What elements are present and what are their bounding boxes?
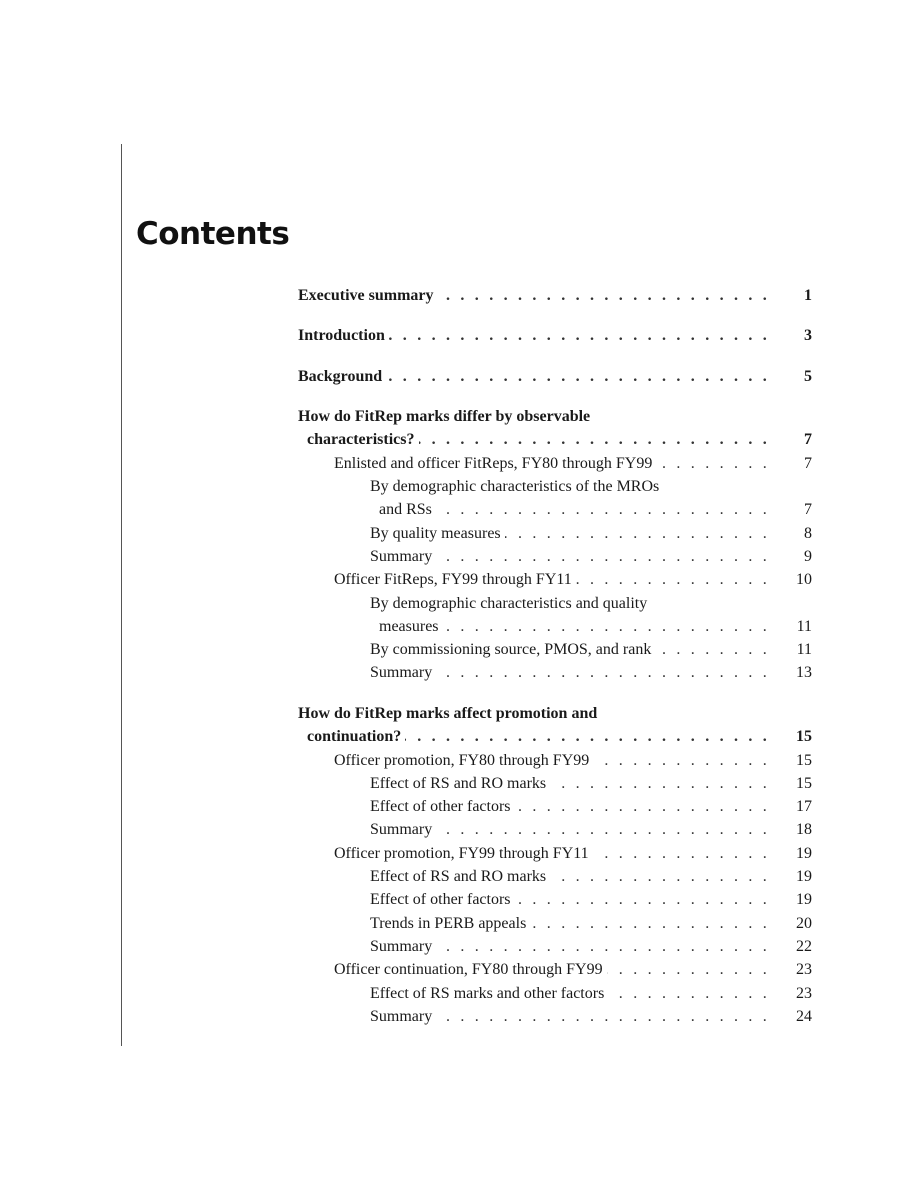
toc-page-number: 19 bbox=[796, 845, 812, 862]
toc-page-number: 7 bbox=[804, 455, 812, 472]
toc-entry-label: By demographic characteristics of the MROs bbox=[370, 475, 663, 498]
toc-entry-introduction[interactable] bbox=[298, 324, 812, 347]
dot-leader bbox=[398, 725, 770, 748]
toc-entry-executive-summary[interactable] bbox=[298, 284, 812, 307]
toc-page-number: 8 bbox=[804, 525, 812, 542]
dot-leader bbox=[418, 545, 770, 568]
toc-entry-subsubsection[interactable] bbox=[298, 888, 812, 911]
toc-entry-subsection[interactable] bbox=[298, 749, 812, 772]
toc-entry-label: Introduction bbox=[298, 324, 389, 347]
toc-entry-label: Effect of other factors bbox=[370, 795, 515, 818]
toc-page-number: 18 bbox=[796, 821, 812, 838]
toc-entry-subsubsection[interactable] bbox=[298, 912, 812, 935]
dot-leader bbox=[378, 324, 770, 347]
dot-leader bbox=[378, 365, 770, 388]
toc-page-number: 19 bbox=[796, 868, 812, 885]
toc-page-number: 7 bbox=[804, 431, 812, 448]
toc-entry-label: Enlisted and officer FitReps, FY80 through FY99 bbox=[334, 452, 656, 475]
dot-leader bbox=[418, 1005, 770, 1028]
toc-page-number: 1 bbox=[804, 287, 812, 304]
margin-rule bbox=[121, 144, 122, 1046]
toc-entry-label: Officer continuation, FY80 through FY99 bbox=[334, 958, 607, 981]
toc-entry-section-heading-cont[interactable] bbox=[298, 725, 812, 748]
dot-leader bbox=[418, 498, 770, 521]
toc-entry-section-heading[interactable] bbox=[298, 702, 812, 725]
toc-entry-subsection[interactable] bbox=[298, 958, 812, 981]
toc-entry-label: Executive summary bbox=[298, 284, 438, 307]
toc-page-number: 15 bbox=[796, 752, 812, 769]
dot-leader bbox=[418, 818, 770, 841]
toc-page-number: 19 bbox=[796, 891, 812, 908]
toc-page-number: 3 bbox=[804, 327, 812, 344]
toc-page-number: 15 bbox=[796, 775, 812, 792]
toc-entry-label: Summary bbox=[370, 935, 436, 958]
toc-entry-subsubsection-cont[interactable] bbox=[298, 498, 812, 521]
toc-page-number: 9 bbox=[804, 548, 812, 565]
toc-entry-subsubsection[interactable] bbox=[298, 522, 812, 545]
toc-page-number: 11 bbox=[796, 618, 812, 635]
toc-entry-background[interactable] bbox=[298, 365, 812, 388]
toc-page-number: 10 bbox=[796, 571, 812, 588]
toc-entry-label: Effect of RS and RO marks bbox=[370, 772, 550, 795]
dot-leader bbox=[408, 428, 770, 451]
dot-leader bbox=[418, 615, 770, 638]
toc-entry-subsubsection[interactable] bbox=[298, 865, 812, 888]
toc-entry-subsubsection-cont[interactable] bbox=[298, 615, 812, 638]
toc-page-number: 13 bbox=[796, 664, 812, 681]
toc-entry-label: Trends in PERB appeals bbox=[370, 912, 530, 935]
toc-entry-subsubsection[interactable] bbox=[298, 772, 812, 795]
dot-leader bbox=[418, 661, 770, 684]
toc-entry-label: measures bbox=[379, 615, 443, 638]
toc-page-number: 5 bbox=[804, 368, 812, 385]
toc-entry-label: Officer promotion, FY80 through FY99 bbox=[334, 749, 593, 772]
toc-entry-subsubsection[interactable] bbox=[298, 982, 812, 1005]
toc-entry-label: Summary bbox=[370, 1005, 436, 1028]
toc-entry-label: Effect of RS marks and other factors bbox=[370, 982, 608, 1005]
toc-page-number: 24 bbox=[796, 1008, 812, 1025]
dot-leader bbox=[418, 935, 770, 958]
toc-entry-label: Summary bbox=[370, 545, 436, 568]
toc-entry-subsubsection[interactable] bbox=[298, 818, 812, 841]
toc-entry-label: By commissioning source, PMOS, and rank bbox=[370, 638, 655, 661]
toc-page-number: 22 bbox=[796, 938, 812, 955]
toc-entry-subsection[interactable] bbox=[298, 568, 812, 591]
toc-entry-subsubsection[interactable] bbox=[298, 475, 812, 498]
toc-entry-label: By quality measures bbox=[370, 522, 505, 545]
toc-entry-subsubsection[interactable] bbox=[298, 935, 812, 958]
toc-entry-label: Officer promotion, FY99 through FY11 bbox=[334, 842, 593, 865]
toc-entry-label: Summary bbox=[370, 661, 436, 684]
toc-entry-label: Effect of other factors bbox=[370, 888, 515, 911]
toc-page-number: 11 bbox=[796, 641, 812, 658]
toc-entry-section-heading[interactable] bbox=[298, 405, 812, 428]
toc-entry-label: Effect of RS and RO marks bbox=[370, 865, 550, 888]
toc-entry-label: continuation? bbox=[307, 725, 405, 748]
toc-entry-subsubsection[interactable] bbox=[298, 795, 812, 818]
toc-page-number: 20 bbox=[796, 915, 812, 932]
toc-entry-subsubsection[interactable] bbox=[298, 545, 812, 568]
toc-entry-label: How do FitRep marks differ by observable bbox=[298, 405, 594, 428]
toc-entry-subsubsection[interactable] bbox=[298, 1005, 812, 1028]
toc-page-number: 7 bbox=[804, 501, 812, 518]
toc-entry-subsubsection[interactable] bbox=[298, 638, 812, 661]
toc-entry-label: characteristics? bbox=[307, 428, 419, 451]
toc-entry-label: Officer FitReps, FY99 through FY11 bbox=[334, 568, 576, 591]
toc-page-number: 17 bbox=[796, 798, 812, 815]
toc-entry-label: How do FitRep marks affect promotion and bbox=[298, 702, 601, 725]
toc-entry-label: By demographic characteristics and quality bbox=[370, 592, 651, 615]
toc-entry-section-heading-cont[interactable] bbox=[298, 428, 812, 451]
toc-entry-label: and RSs bbox=[379, 498, 436, 521]
toc-entry-subsubsection[interactable] bbox=[298, 592, 812, 615]
toc-page-number: 23 bbox=[796, 961, 812, 978]
toc-entry-subsubsection[interactable] bbox=[298, 661, 812, 684]
toc-entry-subsection[interactable] bbox=[298, 452, 812, 475]
toc-page-number: 15 bbox=[796, 728, 812, 745]
toc-entry-subsection[interactable] bbox=[298, 842, 812, 865]
toc-entry-label: Summary bbox=[370, 818, 436, 841]
toc-page-number: 23 bbox=[796, 985, 812, 1002]
page-title: Contents bbox=[136, 216, 290, 252]
toc-entry-label: Background bbox=[298, 365, 386, 388]
